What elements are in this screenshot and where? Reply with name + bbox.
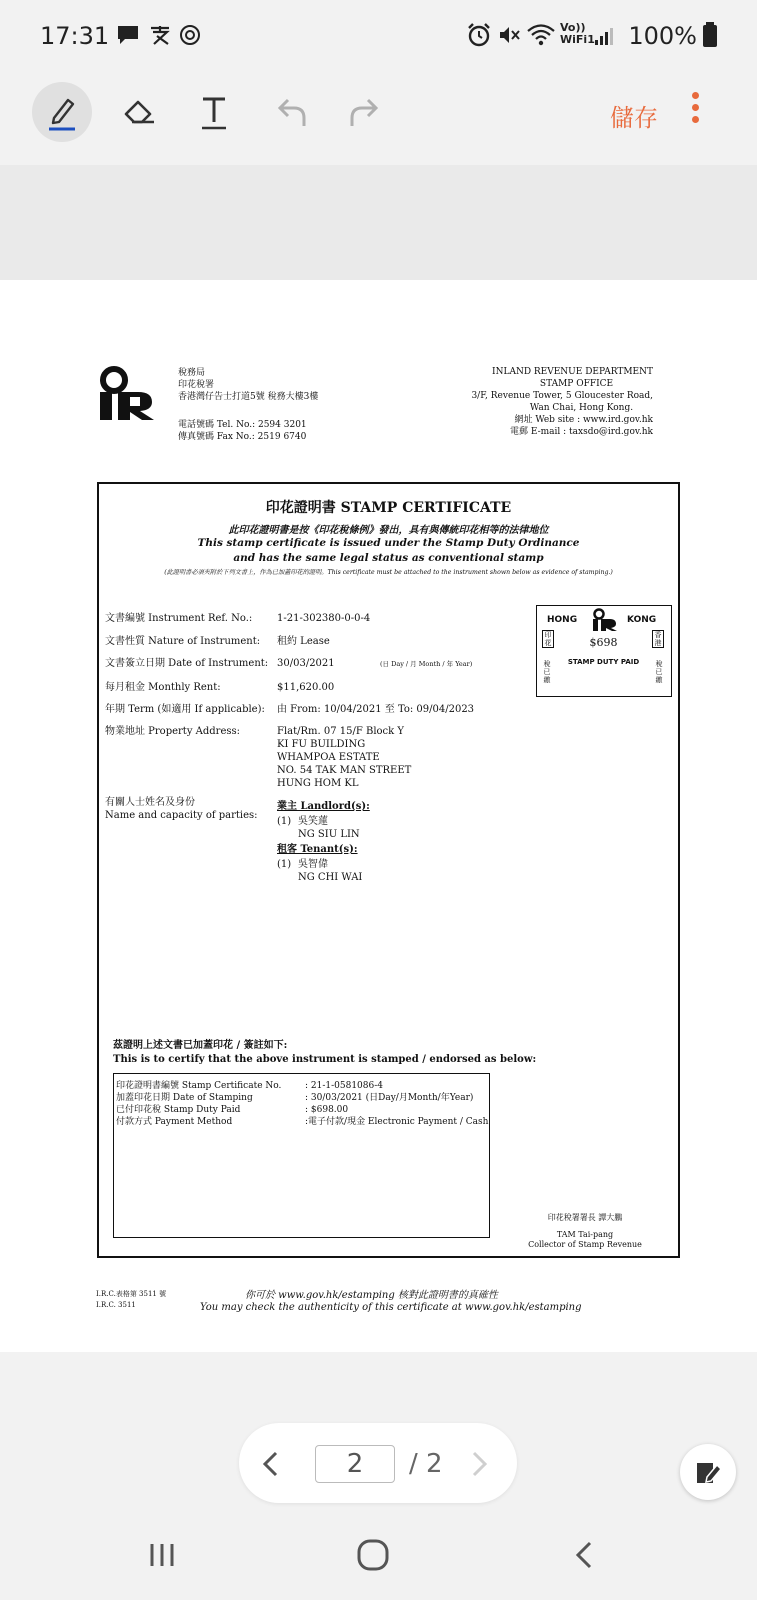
next-page-button[interactable]	[467, 1449, 491, 1479]
certificate-title: 印花證明書 STAMP CERTIFICATE	[265, 500, 512, 516]
text-icon	[196, 92, 232, 132]
page-number-input[interactable]: 2	[315, 1445, 395, 1483]
field-label-ref: 文書編號 Instrument Ref. No.:	[105, 613, 253, 624]
more-dot-icon	[692, 92, 699, 99]
certificate-subtitle-en2: and has the same legal status as conventional stamp	[233, 552, 544, 564]
collector-zh: 印花稅署署長 譚大鵬	[547, 1213, 623, 1222]
field-value-ref: 1-21-302380-0-0-4	[277, 613, 371, 624]
field-label-address: 物業地址 Property Address:	[105, 726, 241, 737]
battery-percent: 100%	[628, 22, 697, 50]
certify-text-zh: 茲證明上述文書已加蓋印花 / 簽註如下:	[113, 1040, 288, 1051]
ird-logo	[98, 366, 156, 422]
sync-icon	[178, 24, 202, 46]
details-values: : 21-1-0581086-4 : 30/03/2021 (日Day/月Month/年Year) : $698.00 :電子付款/現金 Electronic Payment / Cash	[305, 1081, 489, 1127]
certificate-note: (此證明書必須夾附於下列文書上，作為已加蓋印花的證明。This certificate must be attached to the instrument shown below as evidence of stamping.)	[164, 569, 613, 576]
field-value-nature: 租約 Lease	[277, 636, 330, 647]
system-nav-bar	[0, 1512, 757, 1600]
header-left-block: 稅務局 印花稅署 香港灣仔告士打道5號 稅務大樓3樓	[178, 368, 319, 402]
editor-toolbar	[0, 60, 757, 165]
signal-icon	[594, 26, 614, 46]
more-dot-icon	[692, 104, 699, 111]
eraser-tool-button[interactable]	[108, 82, 168, 142]
landlord-name: 吳笑蓮 NG SIU LIN	[298, 816, 360, 840]
mute-icon	[498, 24, 522, 46]
more-options-button[interactable]	[688, 92, 702, 132]
landlord-label: 業主 Landlord(s):	[277, 801, 370, 812]
field-label-term: 年期 Term (如適用 If applicable):	[105, 704, 265, 715]
wifi-calling-label: Vo)) WiFi1	[560, 21, 595, 46]
home-button[interactable]	[356, 1538, 390, 1572]
field-label-nature: 文書性質 Nature of Instrument:	[105, 636, 261, 647]
field-label-date: 文書簽立日期 Date of Instrument:	[105, 658, 269, 669]
sign-icon	[693, 1457, 723, 1487]
more-dot-icon	[692, 116, 699, 123]
page-navigator	[239, 1423, 517, 1503]
tenant-number: (1)	[277, 859, 292, 870]
back-button[interactable]	[572, 1540, 596, 1570]
form-number: I.R.C.表格第 3511 號 I.R.C. 3511	[96, 1290, 167, 1309]
pay-icon	[148, 24, 172, 46]
header-right-block: INLAND REVENUE DEPARTMENT STAMP OFFICE 3/F, Revenue Tower, 5 Gloucester Road, Wan Chai, Hong Kong. 網址 Web site : www.ird.gov.hk 電郵 E-mail : taxsdo@ird.gov.hk	[471, 367, 653, 437]
undo-icon	[270, 94, 310, 130]
certificate-subtitle-en1: This stamp certificate is issued under the Stamp Duty Ordinance	[197, 537, 580, 549]
certify-text-en: This is to certify that the above instrument is stamped / endorsed as below:	[113, 1054, 537, 1065]
field-value-address: Flat/Rm. 07 15/F Block Y KI FU BUILDING WHAMPOA ESTATE NO. 54 TAK MAN STREET HUNG HOM KL	[277, 726, 412, 789]
redo-icon	[346, 94, 386, 130]
details-labels: 印花證明書編號 Stamp Certificate No. 加蓋印花日期 Date of Stamping 已付印花稅 Stamp Duty Paid 付款方式 Payment Method	[116, 1081, 282, 1127]
date-hint: (日 Day / 月 Month / 年 Year)	[380, 660, 473, 668]
header-contact-block: 電話號碼 Tel. No.: 2594 3201 傳真號碼 Fax No.: 2519 6740	[178, 420, 307, 442]
pen-icon	[44, 92, 80, 132]
previous-page-button[interactable]	[259, 1449, 283, 1479]
tenant-label: 租客 Tenant(s):	[277, 844, 358, 855]
tenant-name: 吳智偉 NG CHI WAI	[298, 859, 363, 883]
landlord-number: (1)	[277, 816, 292, 827]
page-total: / 2	[409, 1449, 443, 1479]
chat-icon	[116, 24, 140, 46]
recent-apps-button[interactable]	[147, 1540, 177, 1570]
field-label-rent: 每月租金 Monthly Rent:	[105, 682, 221, 693]
status-bar	[0, 0, 757, 60]
footer-zh: 你可於 www.gov.hk/estamping 核對此證明書的真確性	[245, 1290, 498, 1301]
certificate-subtitle-zh: 此印花證明書是按《印花稅條例》發出，具有與傳統印花相等的法律地位	[228, 525, 549, 536]
pen-tool-button[interactable]	[32, 82, 92, 142]
collector-block: TAM Tai-pang Collector of Stamp Revenue	[528, 1230, 642, 1249]
text-tool-button[interactable]	[184, 82, 244, 142]
eraser-icon	[118, 94, 158, 130]
save-button[interactable]: 儲存	[610, 104, 658, 132]
redo-button[interactable]	[336, 82, 396, 142]
stamp-logo-icon	[592, 608, 618, 632]
parties-label: 有關人士姓名及身份 Name and capacity of parties:	[105, 797, 258, 821]
field-value-date: 30/03/2021	[277, 658, 335, 669]
stamp-duty-seal: HONG KONG $698 STAMP DUTY PAID 印花 香港 稅已繳 稅已繳	[536, 605, 672, 697]
sign-button[interactable]	[680, 1444, 736, 1500]
footer-en: You may check the authenticity of this certificate at www.gov.hk/estamping	[200, 1302, 582, 1313]
battery-icon	[702, 22, 718, 48]
clock: 17:31	[40, 22, 110, 50]
undo-button[interactable]	[260, 82, 320, 142]
field-value-rent: $11,620.00	[277, 682, 335, 693]
wifi-icon	[526, 22, 556, 48]
alarm-icon	[466, 22, 492, 48]
field-value-term: 由 From: 10/04/2021 至 To: 09/04/2023	[277, 704, 475, 715]
page-gap	[0, 165, 757, 280]
